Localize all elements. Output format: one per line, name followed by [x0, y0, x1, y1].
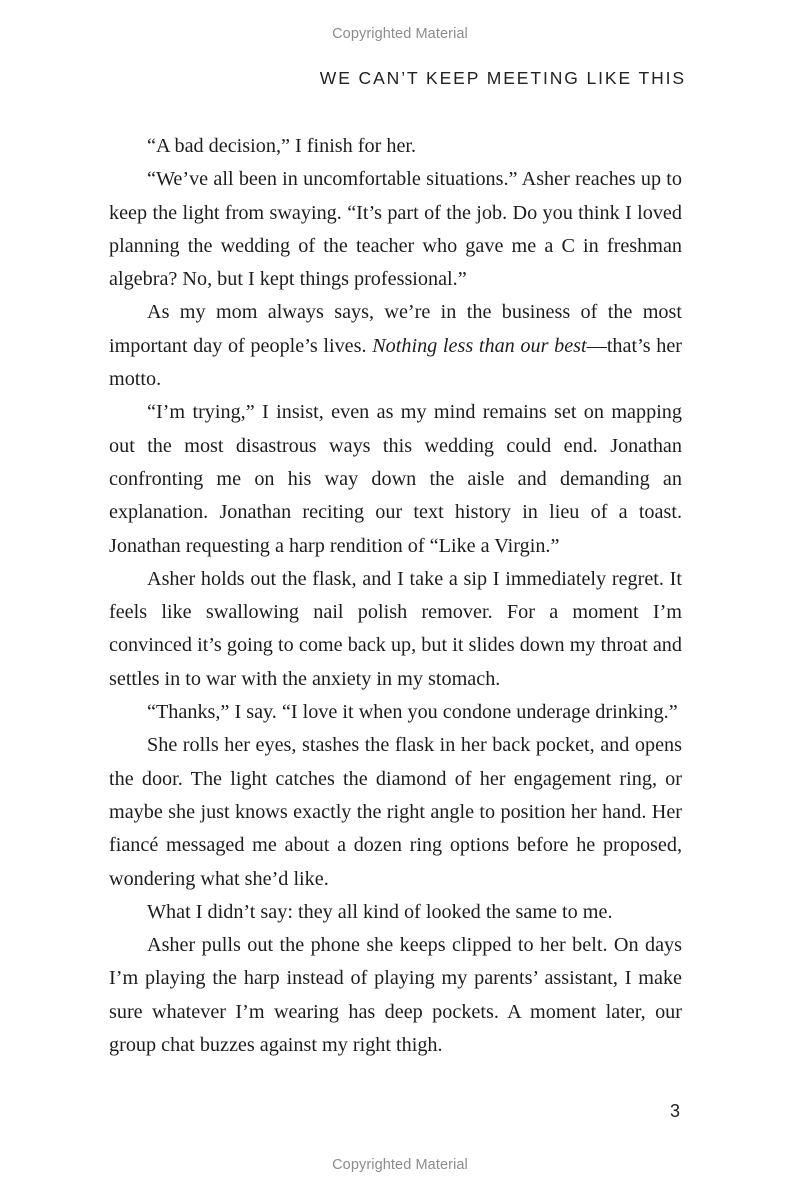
paragraph-3: [109, 296, 682, 396]
page-number: 3: [669, 1101, 680, 1121]
body-text: [109, 130, 682, 1062]
paragraph-8: What I didn’t say: they all kind of looked the same to me.: [147, 900, 613, 923]
copyright-watermark-bottom: Copyrighted Material: [332, 1157, 468, 1173]
paragraph-4: “I’m trying,” I insist, even as my mind remains set on mapping out the most disastrous ways this wedding could end. Jonathan confronting me on his way down the aisle and demanding an explanation. Jonathan reciting our text history in lieu of a toast. Jonathan requesting a harp rendition of “Like a Virgin.”: [109, 401, 682, 557]
paragraph-5: Asher holds out the flask, and I take a sip I immediately regret. It feels like swallowing nail polish remover. For a moment I’m convinced it’s going to come back up, but it slides down my throat and settles in to war with the anxiety in my stomach.: [109, 567, 682, 690]
paragraph-7: She rolls her eyes, stashes the flask in her back pocket, and opens the door. The light catches the diamond of her engagement ring, or maybe she just knows exactly the right angle to position her hand. Her fiancé messaged me about a dozen ring options before he proposed, wondering what she’d like.: [109, 734, 682, 890]
paragraph-3-text-after: —that’s her motto.: [109, 334, 682, 391]
copyright-watermark-top: Copyrighted Material: [332, 26, 468, 42]
paragraph-9: Asher pulls out the phone she keeps clipped to her belt. On days I’m playing the harp instead of playing my parents’ assistant, I make sure whatever I’m wearing has deep pockets. A moment later, our group chat buzzes against my right thigh.: [109, 934, 682, 1057]
paragraph-3-italic-motto: Nothing less than our best: [372, 334, 587, 357]
paragraph-3-text-before: As my mom always says, we’re in the business of the most important day of people’s lives.: [109, 301, 682, 357]
running-head-title: WE CAN’T KEEP MEETING LIKE THIS: [319, 68, 686, 88]
paragraph-1: “A bad decision,” I finish for her.: [147, 135, 417, 157]
paragraph-2: “We’ve all been in uncomfortable situations.” Asher reaches up to keep the light from swaying. “It’s part of the job. Do you think I loved planning the wedding of the teacher who gave me a C in freshman algebra? No, but I kept things professional.”: [109, 168, 682, 291]
paragraph-6: “Thanks,” I say. “I love it when you condone underage drinking.”: [147, 701, 678, 724]
